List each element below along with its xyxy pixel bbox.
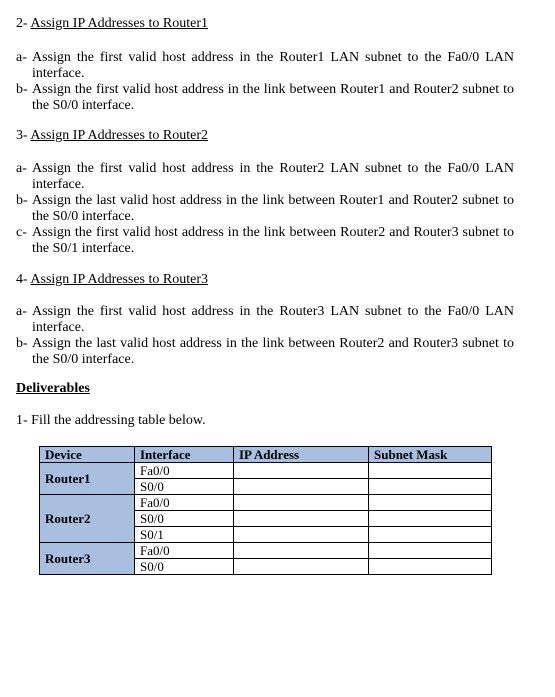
subnet-mask-cell[interactable] bbox=[369, 543, 492, 559]
subnet-mask-cell[interactable] bbox=[369, 527, 492, 543]
item-text: Assign the first valid host address in the Router3 LAN subnet to the Fa0/0 LAN interface. bbox=[32, 304, 514, 335]
table-row bbox=[40, 463, 492, 479]
list-item bbox=[16, 50, 514, 82]
table-row bbox=[40, 543, 492, 559]
device-cell: Router2 bbox=[40, 495, 135, 543]
section-title: Assign IP Addresses to Router3 bbox=[30, 272, 208, 287]
ip-address-cell[interactable] bbox=[234, 479, 369, 495]
item-text: Assign the first valid host address in the Router1 LAN subnet to the Fa0/0 LAN interface. bbox=[32, 50, 514, 81]
section-title: Assign IP Addresses to Router2 bbox=[30, 128, 208, 143]
deliverables-heading: Deliverables bbox=[16, 381, 90, 396]
item-marker: b- bbox=[16, 193, 28, 208]
ip-address-cell[interactable] bbox=[234, 511, 369, 527]
header-subnet-mask: Subnet Mask bbox=[369, 447, 492, 463]
table-header-row bbox=[40, 447, 492, 463]
interface-cell: S0/1 bbox=[135, 527, 234, 543]
section-number: 3- bbox=[16, 128, 28, 143]
list-item bbox=[16, 336, 514, 368]
list-item bbox=[16, 161, 514, 193]
ip-address-cell[interactable] bbox=[234, 495, 369, 511]
header-device: Device bbox=[40, 447, 135, 463]
section-heading-2 bbox=[16, 16, 208, 32]
item-text: Assign the last valid host address in the link between Router1 and Router2 subnet to the S0/0 interface. bbox=[32, 193, 514, 224]
addressing-table bbox=[39, 446, 492, 575]
interface-cell: S0/0 bbox=[135, 511, 234, 527]
subnet-mask-cell[interactable] bbox=[369, 511, 492, 527]
item-text: Assign the first valid host address in the link between Router1 and Router2 subnet to the S0/0 interface. bbox=[32, 82, 514, 113]
subnet-mask-cell[interactable] bbox=[369, 463, 492, 479]
list-item bbox=[16, 82, 514, 114]
list-item bbox=[16, 225, 514, 257]
item-text: Assign the first valid host address in the Router2 LAN subnet to the Fa0/0 LAN interface. bbox=[32, 161, 514, 192]
list-item bbox=[16, 304, 514, 336]
header-ip-address: IP Address bbox=[234, 447, 369, 463]
item-text: Assign the first valid host address in the link between Router2 and Router3 subnet to the S0/1 interface. bbox=[32, 225, 514, 256]
ip-address-cell[interactable] bbox=[234, 559, 369, 575]
interface-cell: Fa0/0 bbox=[135, 463, 234, 479]
item-marker: a- bbox=[16, 50, 27, 65]
interface-cell: Fa0/0 bbox=[135, 543, 234, 559]
fill-instruction: 1- Fill the addressing table below. bbox=[16, 413, 206, 428]
item-marker: a- bbox=[16, 304, 27, 319]
device-cell: Router3 bbox=[40, 543, 135, 575]
item-marker: c- bbox=[16, 225, 27, 240]
section-heading-4 bbox=[16, 272, 208, 288]
ip-address-cell[interactable] bbox=[234, 527, 369, 543]
interface-cell: S0/0 bbox=[135, 479, 234, 495]
list-item bbox=[16, 193, 514, 225]
table-row bbox=[40, 495, 492, 511]
subnet-mask-cell[interactable] bbox=[369, 479, 492, 495]
subnet-mask-cell[interactable] bbox=[369, 559, 492, 575]
section-number: 4- bbox=[16, 272, 28, 287]
subnet-mask-cell[interactable] bbox=[369, 495, 492, 511]
device-cell: Router1 bbox=[40, 463, 135, 495]
section-number: 2- bbox=[16, 16, 28, 31]
interface-cell: S0/0 bbox=[135, 559, 234, 575]
item-marker: a- bbox=[16, 161, 27, 176]
section-heading-3 bbox=[16, 128, 208, 144]
ip-address-cell[interactable] bbox=[234, 463, 369, 479]
interface-cell: Fa0/0 bbox=[135, 495, 234, 511]
item-text: Assign the last valid host address in the link between Router2 and Router3 subnet to the S0/0 interface. bbox=[32, 336, 514, 367]
section-title: Assign IP Addresses to Router1 bbox=[30, 16, 208, 31]
header-interface: Interface bbox=[135, 447, 234, 463]
ip-address-cell[interactable] bbox=[234, 543, 369, 559]
item-marker: b- bbox=[16, 336, 28, 351]
item-marker: b- bbox=[16, 82, 28, 97]
